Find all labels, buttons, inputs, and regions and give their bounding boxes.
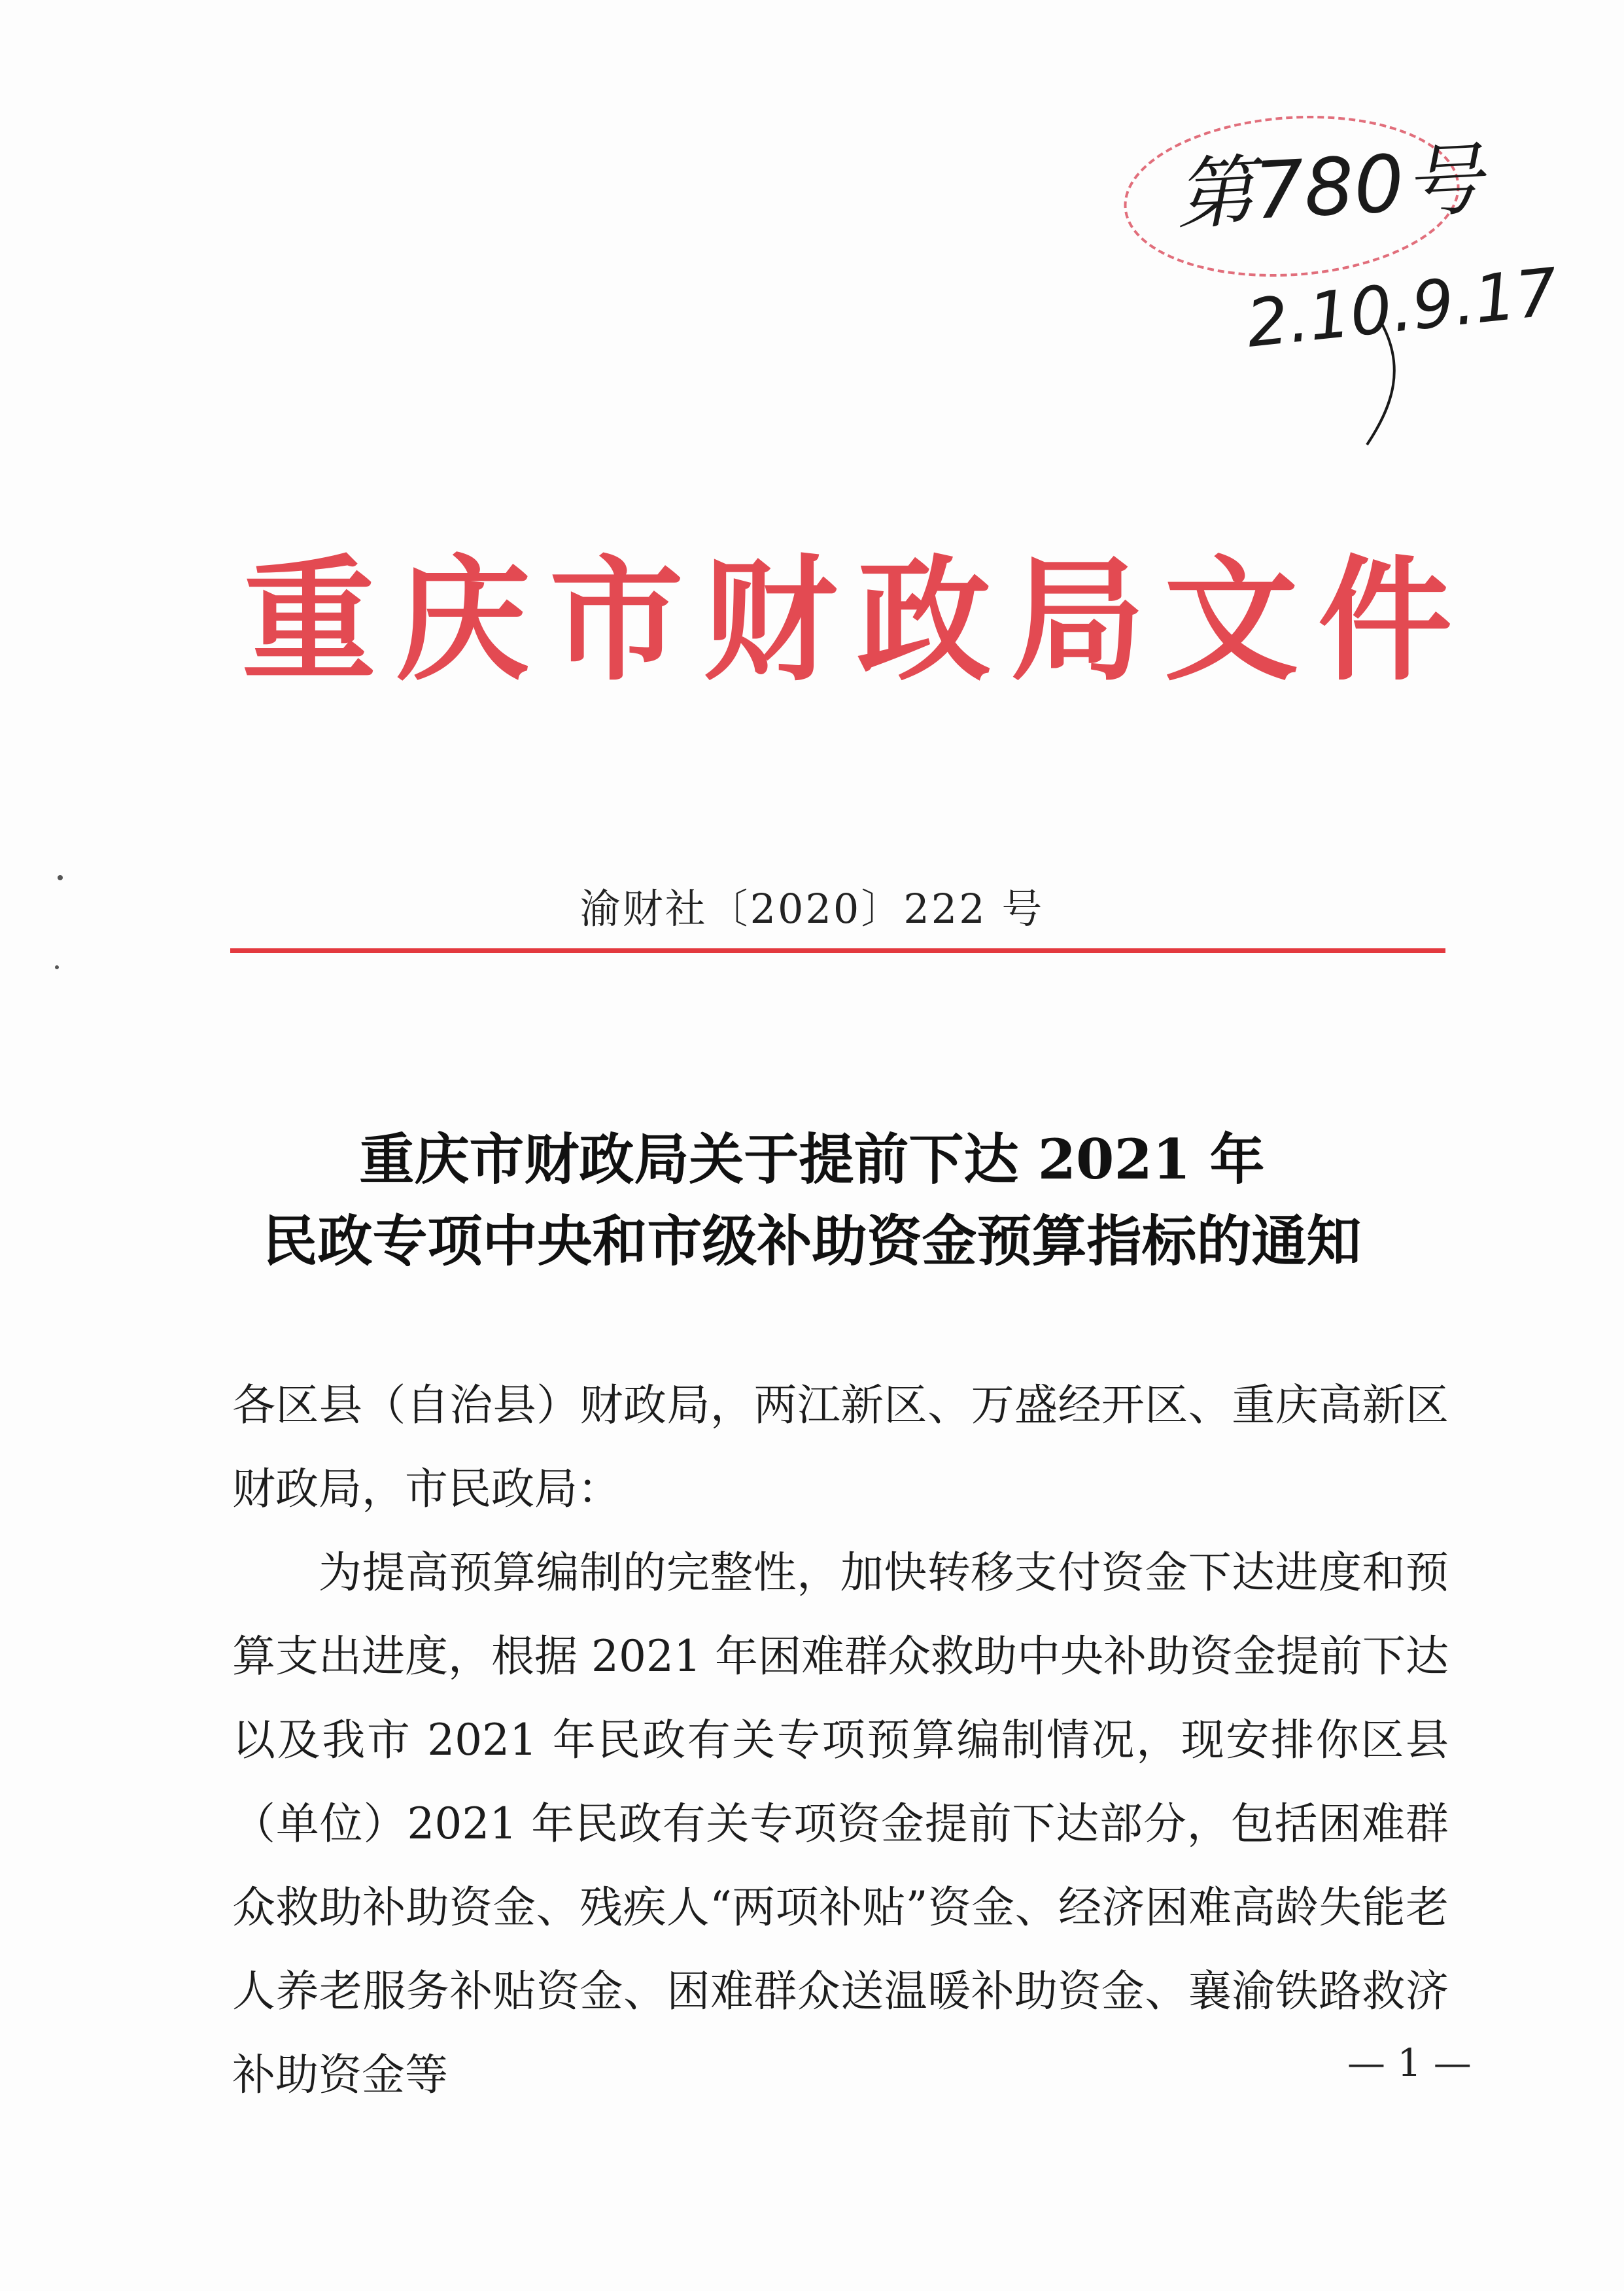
stamp-handwritten-date: 2.10.9.17: [1243, 253, 1562, 362]
document-header-title: 重庆市财政局文件: [242, 543, 1472, 699]
notice-title-line-2: 民政专项中央和市级补助资金预算指标的通知: [262, 1209, 1362, 1273]
addressee: 各区县（自治县）财政局，两江新区、万盛经开区、重庆高新区财政局，市民政局：: [232, 1380, 1449, 1514]
stamp-graphic: [1099, 105, 1562, 471]
notice-body: [232, 1364, 1449, 2117]
received-stamp: [1099, 105, 1562, 471]
notice-title: [0, 1118, 1624, 1282]
body-paragraph-1: 为提高预算编制的完整性，加快转移支付资金下达进度和预算支出进度，根据 2021 年困难群众救助中央补助资金提前下达以及我市 2021 年民政有关专项预算编制情况，现安排你区县（单位）2021 年民政有关专项资金提前下达部分，包括困难群众救助补助资金、残疾人“两项补贴”资金、经济困难高龄失能老人养老服务补贴资金、困难群众送温暖补助资金、襄渝铁路救济补助资金等: [232, 1547, 1449, 2100]
page-number: — 1 —: [1347, 2041, 1472, 2085]
scan-dot-mark: [55, 965, 59, 969]
stamp-handwritten-number: 第780号: [1173, 134, 1485, 241]
document-number: 渝财社〔2020〕222 号: [579, 885, 1045, 933]
notice-title-line-1: 重庆市财政局关于提前下达 2021 年: [359, 1127, 1265, 1192]
red-divider-rule: [230, 948, 1445, 953]
scan-dot-mark: [58, 875, 63, 880]
